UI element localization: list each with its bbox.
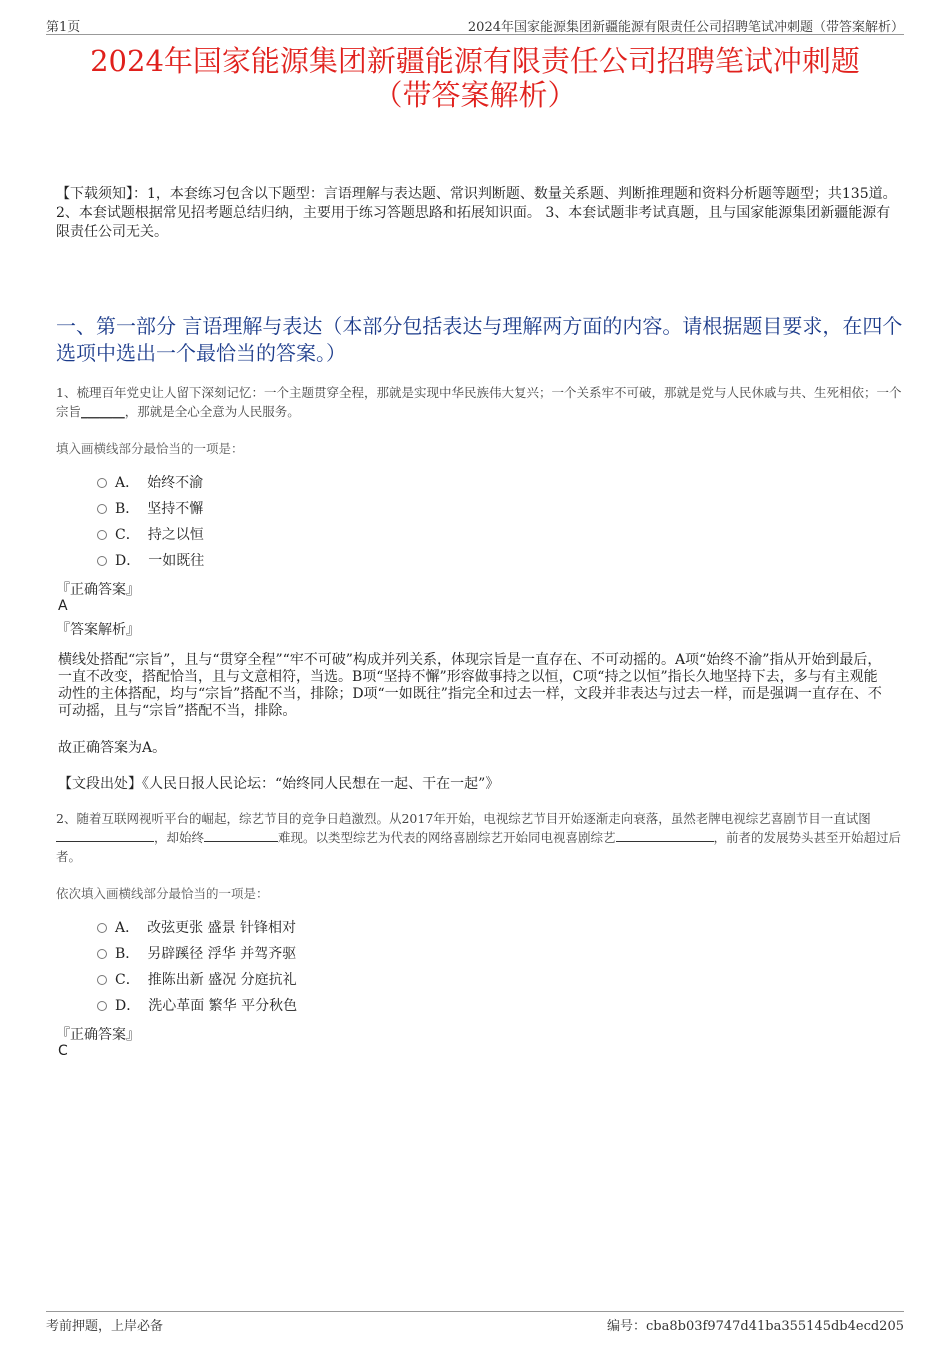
option-text: 另辟蹊径 浮华 并驾齐驱	[147, 946, 297, 962]
question-2-answer-label: 『正确答案』	[56, 1027, 140, 1043]
option-letter: B．	[115, 501, 140, 517]
question-1-analysis-label: 『答案解析』	[56, 622, 140, 638]
option-text: 推陈出新 盛况 分庭抗礼	[147, 972, 297, 988]
question-1-source: 【文段出处】《人民日报人民论坛：“始终同人民想在一起、干在一起”》	[58, 776, 500, 792]
question-1-answer-label: 『正确答案』	[56, 582, 140, 598]
question-2-text-b: ，却始终	[154, 830, 205, 845]
question-2-text	[56, 809, 904, 866]
document-title	[40, 44, 910, 112]
option-text: 改弦更张 盛景 针锋相对	[147, 920, 297, 936]
question-1-text-a: 1、梳理百年党史让人留下深刻记忆：一个主题贯穿全程，那就是实现中华民族伟大复兴；一个关系牢不可破，那就是党与人民休戚与共、生死相依；一个宗旨	[56, 385, 902, 419]
radio-icon[interactable]	[97, 949, 107, 959]
question-2-text-c: 难现。以类型综艺为代表的网络喜剧综艺开始同电视喜剧综艺	[278, 830, 616, 845]
option-text: 持之以恒	[147, 527, 204, 543]
radio-icon[interactable]	[97, 556, 107, 566]
question-1-analysis: 横线处搭配“宗旨”，且与“贯穿全程”“牢不可破”构成并列关系，体现宗旨是一直存在、不可动摇的。A项“始终不渝”指从开始到最后，一直不改变，搭配恰当，且与文意相符，当选。B项“坚持不懈”形容做事持之以恒，C项“持之以恒”指长久地坚持下去，多与有主观能动性的主体搭配，均与“宗旨”搭配不当，排除；D项“一如既往”指完全和过去一样，文段并非表达与过去一样，而是强调一直存在、不可动摇，且与“宗旨”搭配不当，排除。	[58, 652, 882, 719]
section-heading: 一、第一部分 言语理解与表达（本部分包括表达与理解两方面的内容。请根据题目要求，在四个选项中选出一个最恰当的答案。）	[56, 314, 903, 365]
page-number: 第1页	[46, 20, 81, 35]
title-line-2: （带答案解析）	[373, 78, 577, 112]
option-letter: A．	[115, 475, 140, 491]
option-letter: B．	[115, 946, 140, 962]
title-line-1: 2024年国家能源集团新疆能源有限责任公司招聘笔试冲刺题	[90, 44, 860, 78]
option-text: 洗心革面 繁华 平分秋色	[148, 998, 298, 1014]
option-letter: C．	[115, 972, 140, 988]
radio-icon[interactable]	[97, 478, 107, 488]
page-header	[46, 14, 904, 35]
option-letter: A．	[115, 920, 140, 936]
question-1-option-c[interactable]	[97, 524, 204, 544]
question-1-answer: A	[58, 598, 68, 614]
question-2-option-a[interactable]	[97, 917, 296, 937]
footer-slogan: 考前押题，上岸必备	[46, 1319, 164, 1334]
question-1-text	[56, 383, 904, 421]
option-text: 一如既往	[148, 553, 205, 569]
question-1-prompt: 填入画横线部分最恰当的一项是：	[56, 441, 244, 456]
question-2-answer: C	[58, 1043, 68, 1059]
option-text: 始终不渝	[147, 475, 204, 491]
option-text: 坚持不懈	[147, 501, 204, 517]
radio-icon[interactable]	[97, 530, 107, 540]
footer-doc-id: 编号：cba8b03f9747d41ba355145db4ecd205	[607, 1319, 904, 1334]
radio-icon[interactable]	[97, 923, 107, 933]
question-2-blank-2	[204, 829, 278, 842]
header-doc-title: 2024年国家能源集团新疆能源有限责任公司招聘笔试冲刺题（带答案解析）	[467, 20, 904, 35]
option-letter: D．	[115, 553, 141, 569]
question-2-text-a: 2、随着互联网视听平台的崛起，综艺节目的竞争日趋激烈。从2017年开始，电视综艺节目开始逐渐走向衰落，虽然老牌电视综艺喜剧节目一直试图	[56, 811, 871, 826]
question-2-option-c[interactable]	[97, 969, 297, 989]
option-letter: D．	[115, 998, 141, 1014]
question-1-option-a[interactable]	[97, 472, 203, 492]
radio-icon[interactable]	[97, 504, 107, 514]
question-2-blank-3	[616, 829, 714, 842]
page-footer	[46, 1311, 904, 1332]
question-2-option-d[interactable]	[97, 995, 297, 1015]
question-2-prompt: 依次填入画横线部分最恰当的一项是：	[56, 886, 269, 901]
question-1-text-b: ，那就是全心全意为人民服务。	[124, 404, 300, 419]
question-2-option-b[interactable]	[97, 943, 296, 963]
radio-icon[interactable]	[97, 1001, 107, 1011]
download-notice: 【下载须知】：1，本套练习包含以下题型：言语理解与表达题、常识判断题、数量关系题、判断推理题和资料分析题等题型；共135道。 2、本套试题根据常见招考题总结归纳，主要用于练习答题思路和拓展知识面。 3、本套试题非考试真题，且与国家能源集团新疆能源有限责任公司无关。	[56, 186, 897, 240]
option-letter: C．	[115, 527, 140, 543]
question-2-blank-1	[56, 829, 154, 842]
question-1-conclusion: 故正确答案为A。	[58, 740, 167, 756]
radio-icon[interactable]	[97, 975, 107, 985]
question-1-option-d[interactable]	[97, 550, 204, 570]
question-1-option-b[interactable]	[97, 498, 203, 518]
question-2-text-d: ，前者的发展势头甚至开始超过后者。	[56, 830, 902, 864]
question-1-blank: _______	[81, 404, 125, 419]
